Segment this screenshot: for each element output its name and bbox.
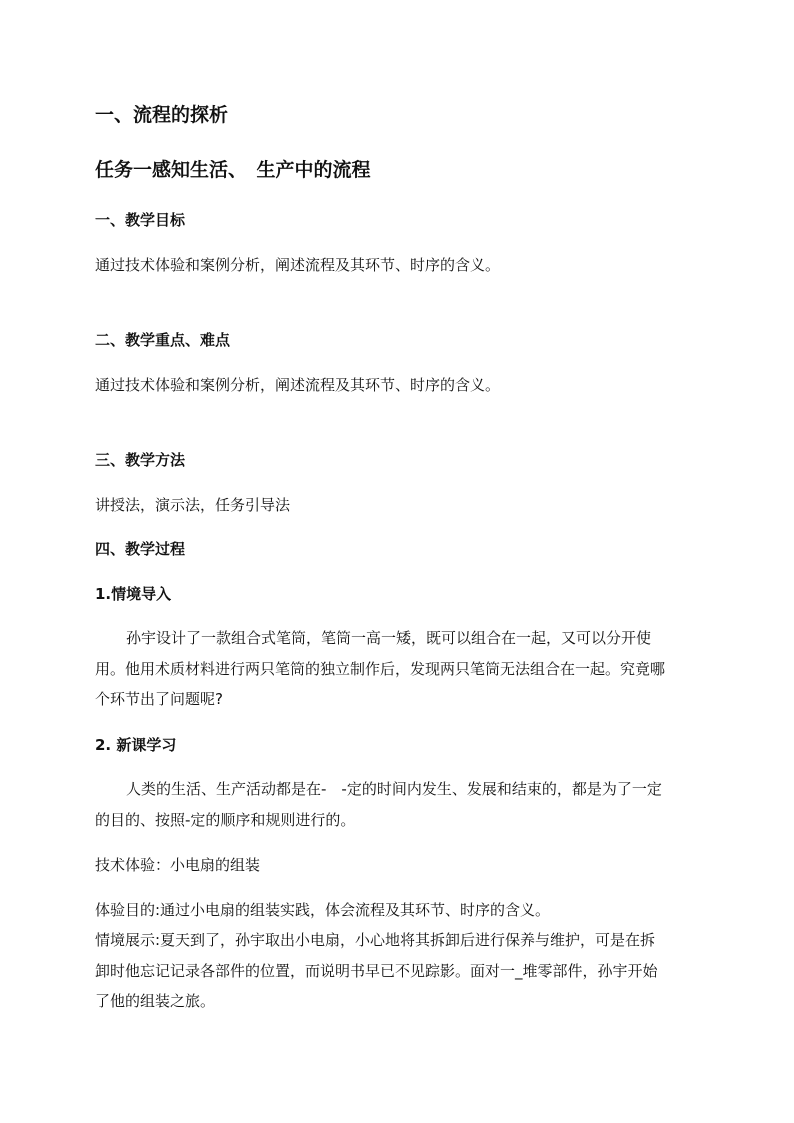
step2-paragraph-line: 的目的、按照-定的顺序和规则进行的。 bbox=[95, 811, 356, 829]
step2-paragraph-line: 人类的生活、生产活动都是在- -定的时间内发生、发展和结束的，都是为了一定 bbox=[126, 780, 662, 798]
section-title: 一、流程的探析 bbox=[95, 104, 229, 126]
process-heading: 四、教学过程 bbox=[95, 540, 186, 558]
step1-paragraph-line: 孙宇设计了一款组合式笔筒，笔筒一高一矮，既可以组合在一起，又可以分开使 bbox=[126, 629, 652, 647]
scene-paragraph-line: 卸时他忘记记录各部件的位置，而说明书早已不见踪影。面对一_堆零部件，孙宇开始 bbox=[95, 962, 658, 980]
experience-goal: 体验目的:通过小电扇的组装实践，体会流程及其环节、时序的含义。 bbox=[95, 901, 551, 919]
objectives-heading: 一、教学目标 bbox=[95, 211, 186, 229]
step1-heading: 1.情境导入 bbox=[95, 585, 172, 603]
task-title: 任务一感知生活、 生产中的流程 bbox=[95, 159, 371, 181]
experience-title: 技术体验：小电扇的组装 bbox=[95, 856, 261, 874]
step1-paragraph-line: 用。他用术质材料进行两只笔筒的独立制作后，发现两只笔筒无法组合在一起。究竟哪 bbox=[95, 660, 666, 678]
key-points-heading: 二、教学重点、难点 bbox=[95, 331, 231, 349]
scene-paragraph-line: 了他的组装之旅。 bbox=[95, 992, 216, 1010]
objectives-text: 通过技术体验和案例分析，阐述流程及其环节、时序的含义。 bbox=[95, 256, 501, 274]
step1-paragraph-line: 个环节出了问题呢? bbox=[95, 690, 223, 708]
key-points-text: 通过技术体验和案例分析，阐述流程及其环节、时序的含义。 bbox=[95, 376, 501, 394]
methods-text: 讲授法，演示法，任务引导法 bbox=[95, 496, 291, 514]
scene-paragraph-line: 情境展示:夏天到了，孙宇取出小电扇，小心地将其拆卸后进行保养与维护，可是在拆 bbox=[95, 931, 656, 949]
step2-heading: 2. 新课学习 bbox=[95, 736, 177, 754]
methods-heading: 三、教学方法 bbox=[95, 451, 186, 469]
